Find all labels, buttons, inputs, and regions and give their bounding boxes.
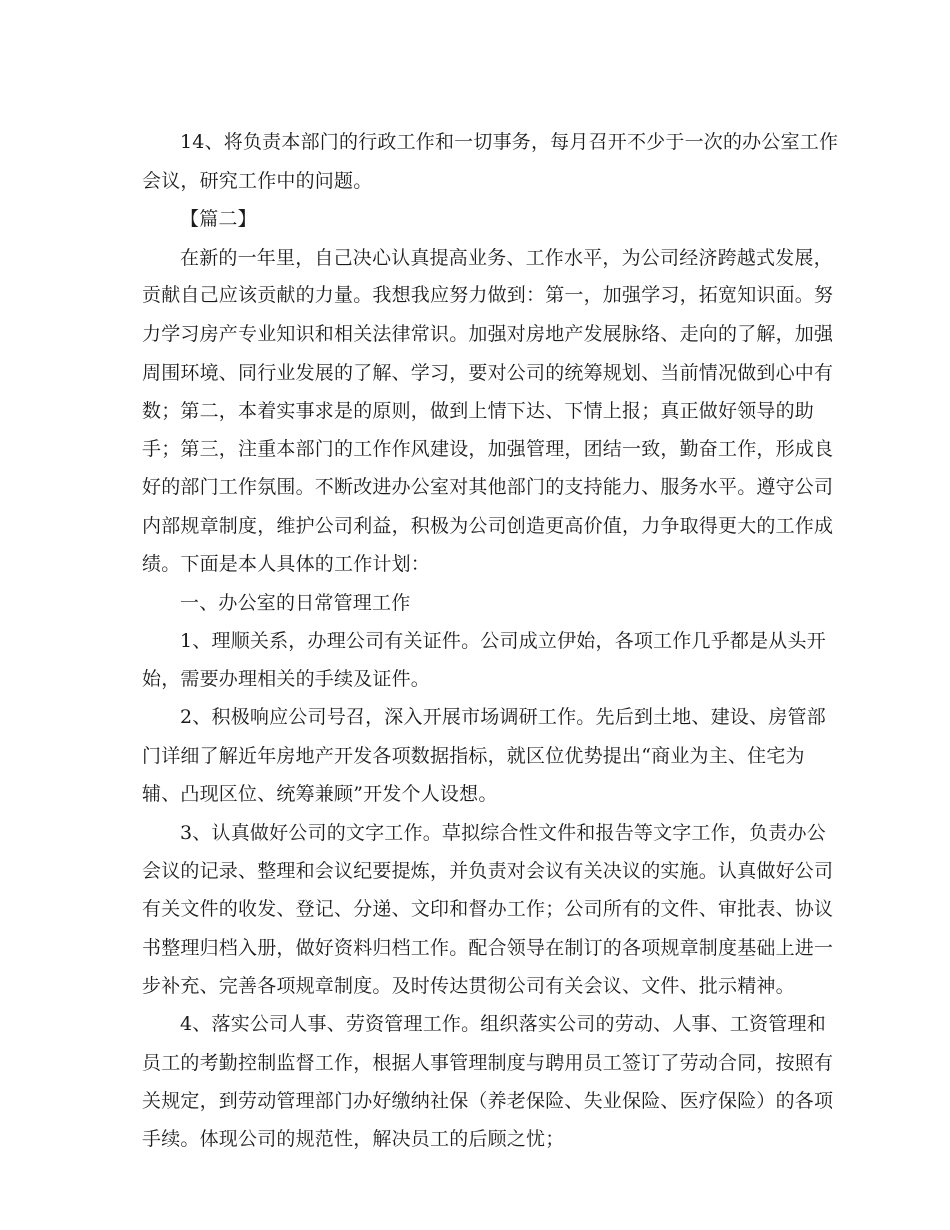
- paragraph-line: 3、认真做好公司的文字工作。草拟综合性文件和报告等文字工作，负责办公: [180, 822, 826, 844]
- paragraph-line: 辅、凸现区位、统筹兼顾”开发个人设想。: [142, 783, 498, 805]
- paragraph-line: 内部规章制度，维护公司利益，积极为公司创造更高价值，力争取得更大的工作成: [142, 515, 834, 537]
- paragraph-line: 始，需要办理相关的手续及证件。: [142, 668, 431, 690]
- paragraph-line: 会议的记录、整理和会议纪要提炼，并负责对会议有关决议的实施。认真做好公司: [142, 860, 834, 882]
- paragraph-line: 数；第二，本着实事求是的原则，做到上情下达、下情上报；真正做好领导的助: [142, 400, 815, 422]
- paragraph-line: 门详细了解近年房地产开发各项数据指标，就区位优势提出“商业为主、住宅为: [142, 745, 805, 767]
- paragraph-line: 步补充、完善各项规章制度。及时传达贯彻公司有关会议、文件、批示精神。: [142, 975, 795, 997]
- paragraph-line: 周围环境、同行业发展的了解、学习，要对公司的统筹规划、当前情况做到心中有: [142, 362, 834, 384]
- paragraph-line: 力学习房产专业知识和相关法律常识。加强对房地产发展脉络、走向的了解，加强: [142, 323, 834, 345]
- section-heading: 一、办公室的日常管理工作: [180, 592, 411, 614]
- section-heading: 【篇二】: [180, 208, 257, 230]
- paragraph-line: 贡献自己应该贡献的力量。我想我应努力做到：第一，加强学习，拓宽知识面。努: [142, 284, 834, 306]
- paragraph-line: 好的部门工作氛围。不断改进办公室对其他部门的支持能力、服务水平。遵守公司: [142, 476, 834, 498]
- paragraph-line: 书整理归档入册，做好资料归档工作。配合领导在制订的各项规章制度基础上进一: [142, 937, 834, 959]
- paragraph-line: 1、理顺关系，办理公司有关证件。公司成立伊始，各项工作几乎都是从头开: [180, 630, 826, 652]
- paragraph-line: 关规定，到劳动管理部门办好缴纳社保（养老保险、失业保险、医疗保险）的各项: [142, 1090, 834, 1112]
- paragraph-line: 员工的考勤控制监督工作，根据人事管理制度与聘用员工签订了劳动合同，按照有: [142, 1052, 834, 1074]
- paragraph-line: 手；第三，注重本部门的工作作风建设，加强管理，团结一致，勤奋工作，形成良: [142, 438, 834, 460]
- paragraph-line: 有关文件的收发、登记、分递、文印和督办工作；公司所有的文件、审批表、协议: [142, 898, 834, 920]
- paragraph-line: 手续。体现公司的规范性，解决员工的后顾之忧；: [142, 1128, 565, 1150]
- paragraph-line: 2、积极响应公司号召，深入开展市场调研工作。先后到土地、建设、房管部: [180, 706, 826, 728]
- paragraph-line: 4、落实公司人事、劳资管理工作。组织落实公司的劳动、人事、工资管理和: [180, 1013, 826, 1035]
- paragraph-line: 在新的一年里，自己决心认真提高业务、工作水平，为公司经济跨越式发展，: [180, 247, 833, 269]
- paragraph-line: 绩。下面是本人具体的工作计划：: [142, 553, 431, 575]
- paragraph-line: 14、将负责本部门的行政工作和一切事务，每月召开不少于一次的办公室工作: [180, 131, 839, 153]
- paragraph-line: 会议，研究工作中的问题。: [142, 170, 373, 192]
